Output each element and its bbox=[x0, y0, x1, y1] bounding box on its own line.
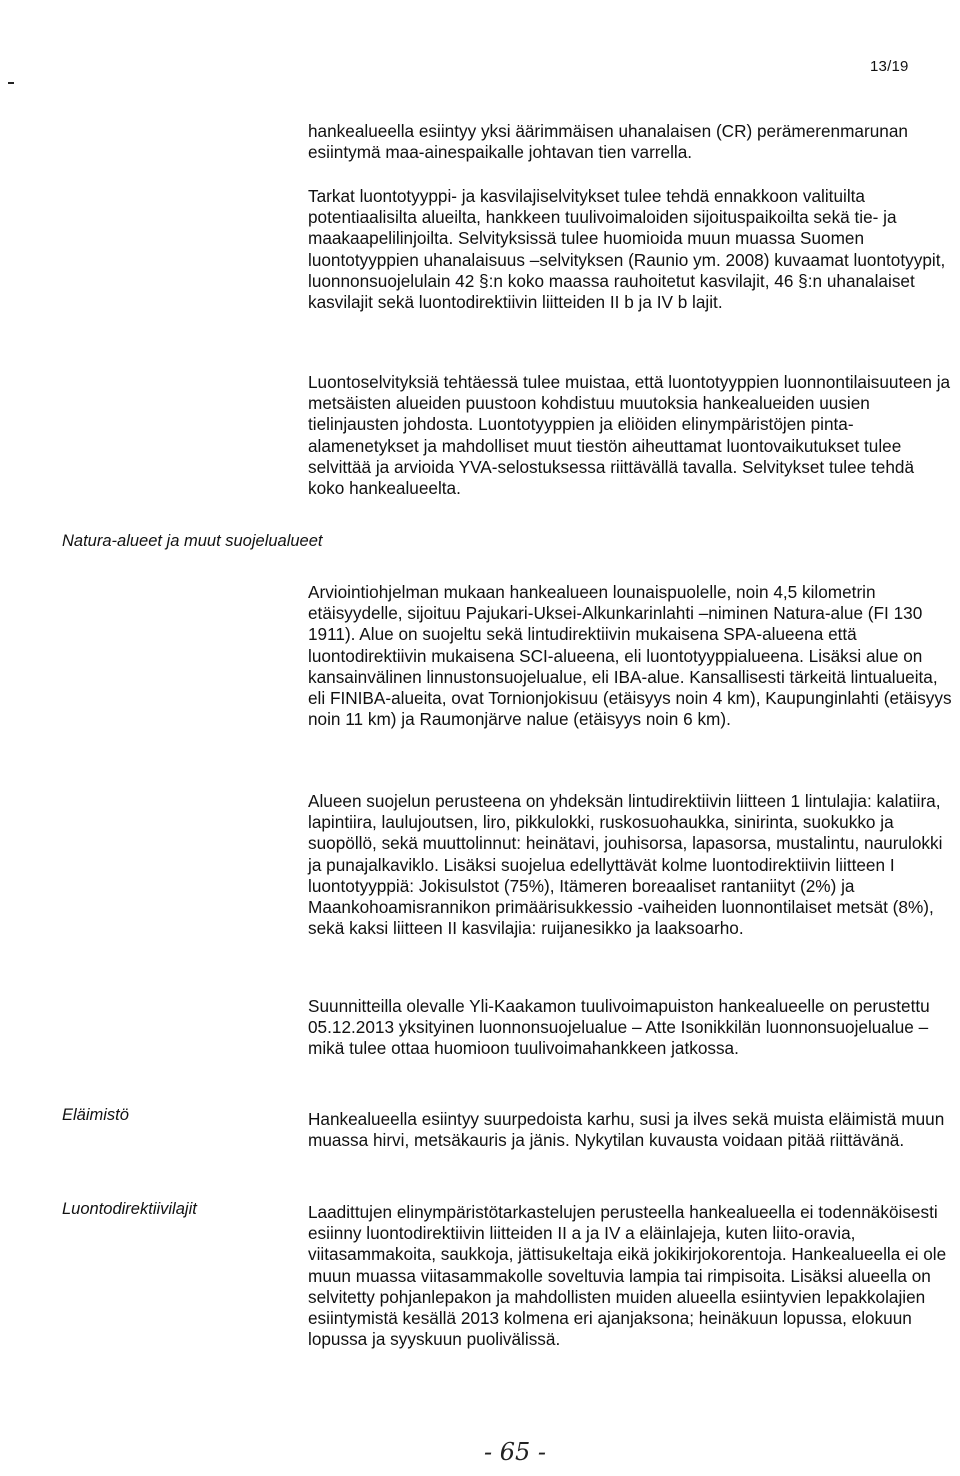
side-heading-elaimisto: Eläimistö bbox=[62, 1106, 129, 1124]
paragraph-8: Laadittujen elinympäristötarkastelujen perusteella hankealueella ei todennäköisesti esiinny luontodirektiivin liitteiden II a ja IV a eläinlajeja, kuten liito-oravia, viitasammakoita, saukkoja, jättisukeltaja eikä jokikirjokorentoja. Hankealueella ei ole muun muassa viitasammakolle soveltuvia lampia tai rimpisoita. Lisäksi alueella on selvitetty pohjanlepakon ja mahdollisten muiden alueella esiintyvien lepakkolajien esiintymistä kesällä 2013 kolmena eri ajanjaksona; heinäkuun lopussa, elokuun lopussa ja syyskuun puolivälissä. bbox=[308, 1202, 947, 1350]
side-heading-natura: Natura-alueet ja muut suojelualueet bbox=[62, 532, 323, 550]
paragraph-1: hankealueella esiintyy yksi äärimmäisen uhanalaisen (CR) perämerenmarunan esiintymä maa-ainespaikalle johtavan tien varrella. bbox=[308, 121, 908, 163]
paragraph-7: Hankealueella esiintyy suurpedoista karhu, susi ja ilves sekä muista eläimistä muun muassa hirvi, metsäkauris ja jänis. Nykytilan kuvausta voidaan pitää riittävänä. bbox=[308, 1109, 945, 1151]
paragraph-3: Luontoselvityksiä tehtäessä tulee muistaa, että luontotyyppien luonnontilaisuuteen ja metsäisten alueiden puustoon kohdistuu muutoksia hankealueiden uusien tielinjausten johdosta. Luontotyyppien ja eliöiden elinympäristöjen pinta-alamenetykset ja mahdolliset muut tiestön aiheuttamat luontovaikutukset tulee selvittää ja arvioida YVA-selostuksessa riittävällä tavalla. Selvitykset tulee tehdä koko hankealueelta. bbox=[308, 372, 951, 499]
page-number: 13/19 bbox=[870, 58, 909, 75]
paragraph-2: Tarkat luontotyyppi- ja kasvilajiselvitykset tulee tehdä ennakkoon valituilta potentiaalisilta alueilta, hankkeen tuulivoimaloiden sijoituspaikoilta sekä tie- ja maakaapelilinjoilta. Selvityksissä tulee huomioida muun muassa Suomen luontotyyppien uhanalaisuus –selvityksen (Raunio ym. 2008) kuvaamat luontotyypit, luonnonsuojelulain 42 §:n koko maassa rauhoitetut kasvilajit, 46 §:n uhanalaiset kasvilajit sekä luontodirektiivin liitteiden II b ja IV b lajit. bbox=[308, 186, 946, 313]
paragraph-4: Arviointiohjelman mukaan hankealueen lounaispuolelle, noin 4,5 kilometrin etäisyydelle, sijoituu Pajukari-Uksei-Alkunkarinlahti –niminen Natura-alue (FI 130 1911). Alue on suojeltu sekä lintudirektiivin mukaisena SPA-alueena että luontodirektiivin mukaisena SCI-alueena, eli luontotyyppialueena. Lisäksi alue on kansainvälinen linnustonsuojelualue, eli IBA-alue. Kansallisesti tärkeitä lintualueita, eli FINIBA-alueita, ovat Tornionjokisuu (etäisyys noin 4 km), Kaupunginlahti (etäisyys noin 11 km) ja Raumonjärve nalue (etäisyys noin 6 km). bbox=[308, 582, 952, 730]
margin-dash bbox=[8, 82, 14, 84]
side-heading-luontodirektiivilajit: Luontodirektiivilajit bbox=[62, 1200, 197, 1218]
paragraph-5: Alueen suojelun perusteena on yhdeksän lintudirektiivin liitteen 1 lintulajia: kalatiira, lapintiira, laulujoutsen, liro, pikkulokki, ruskosuohaukka, sinirinta, suokukko ja suopöllö, sekä muuttolinnut: heinätavi, jouhisorsa, lapasorsa, mustalintu, naurulokki ja punajalkaviklo. Lisäksi suojelua edellyttävät kolme luontodirektiivin liitteen I luontotyyppiä: Jokisulstot (75%), Itämeren boreaaliset rantaniityt (2%) ja Maankohoamisrannikon primäärisukkessio -vaiheiden luonnontilaiset metsät (8%), sekä kaksi liitteen II kasvilajia: ruijanesikko ja laaksoarho. bbox=[308, 791, 943, 939]
paragraph-6: Suunnitteilla olevalle Yli-Kaakamon tuulivoimapuiston hankealueelle on perustettu 05.12.2013 yksityinen luonnonsuojelualue – Atte Isonikkilän luonnonsuojelualue – mikä tulee ottaa huomioon tuulivoimahankkeen jatkossa. bbox=[308, 996, 930, 1059]
handwritten-page-number: - 65 - bbox=[484, 1438, 547, 1466]
